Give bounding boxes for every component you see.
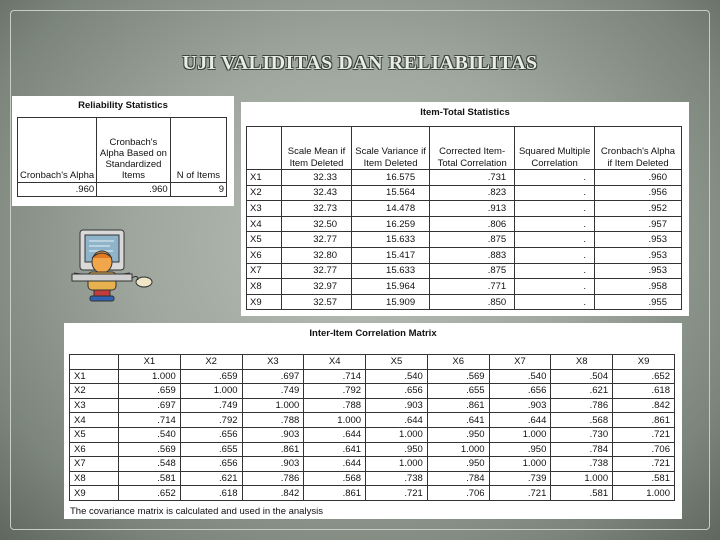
table-cell: 1.000 bbox=[551, 471, 613, 486]
table-cell: .771 bbox=[430, 279, 515, 295]
table-cell: .861 bbox=[242, 442, 304, 457]
table-cell: .842 bbox=[242, 486, 304, 501]
row-label: X2 bbox=[247, 185, 282, 201]
reliability-statistics-table bbox=[17, 117, 227, 197]
table-cell: 1.000 bbox=[613, 486, 675, 501]
table-cell: .644 bbox=[304, 457, 366, 472]
table-cell: 1.000 bbox=[366, 457, 428, 472]
table-cell: .714 bbox=[304, 369, 366, 384]
table-cell: .903 bbox=[242, 427, 304, 442]
table-cell: .739 bbox=[489, 471, 551, 486]
table-cell: .792 bbox=[180, 413, 242, 428]
table-cell: . bbox=[515, 201, 595, 217]
table-cell: .960 bbox=[97, 183, 171, 197]
row-label: X3 bbox=[70, 398, 119, 413]
table-cell: .581 bbox=[551, 486, 613, 501]
item-total-statistics-table bbox=[246, 126, 682, 310]
table-row bbox=[247, 216, 682, 232]
table-cell: .659 bbox=[119, 384, 181, 399]
table-cell: .957 bbox=[595, 216, 682, 232]
table-cell: .568 bbox=[304, 471, 366, 486]
table-cell: .953 bbox=[595, 263, 682, 279]
table-cell: .913 bbox=[430, 201, 515, 217]
column-header: Scale Variance if Item Deleted bbox=[352, 127, 430, 170]
row-label: X4 bbox=[70, 413, 119, 428]
row-label: X8 bbox=[70, 471, 119, 486]
table-row bbox=[247, 294, 682, 310]
computer-user-icon bbox=[68, 228, 160, 306]
row-label: X5 bbox=[70, 427, 119, 442]
table-cell: . bbox=[515, 216, 595, 232]
table-cell: .540 bbox=[366, 369, 428, 384]
table-cell: .861 bbox=[427, 398, 489, 413]
table-cell: .738 bbox=[366, 471, 428, 486]
table-cell: .850 bbox=[430, 294, 515, 310]
column-header: X6 bbox=[427, 355, 489, 370]
table-cell: .875 bbox=[430, 232, 515, 248]
table-cell: 1.000 bbox=[242, 398, 304, 413]
table-row bbox=[247, 247, 682, 263]
table-row bbox=[247, 263, 682, 279]
column-header: Cronbach's Alpha if Item Deleted bbox=[595, 127, 682, 170]
table-cell: .955 bbox=[595, 294, 682, 310]
table-cell: .652 bbox=[119, 486, 181, 501]
table-cell: .960 bbox=[18, 183, 97, 197]
row-label: X2 bbox=[70, 384, 119, 399]
table-row bbox=[247, 279, 682, 295]
table-cell: .652 bbox=[613, 369, 675, 384]
table-cell: .641 bbox=[427, 413, 489, 428]
table-cell: .823 bbox=[430, 185, 515, 201]
table-cell: .548 bbox=[119, 457, 181, 472]
table-cell: .903 bbox=[489, 398, 551, 413]
correlation-footnote: The covariance matrix is calculated and used in the analysis bbox=[70, 506, 323, 517]
table-cell: .749 bbox=[180, 398, 242, 413]
table-cell: .655 bbox=[180, 442, 242, 457]
table-cell: .656 bbox=[180, 457, 242, 472]
row-label: X7 bbox=[70, 457, 119, 472]
table-row bbox=[70, 471, 675, 486]
table-cell: 1.000 bbox=[489, 457, 551, 472]
row-label: X8 bbox=[247, 279, 282, 295]
table-cell: .903 bbox=[366, 398, 428, 413]
table-cell: .956 bbox=[595, 185, 682, 201]
table-cell: .697 bbox=[119, 398, 181, 413]
table-cell: . bbox=[515, 279, 595, 295]
table-cell: 14.478 bbox=[352, 201, 430, 217]
row-label: X9 bbox=[247, 294, 282, 310]
table-cell: .960 bbox=[595, 170, 682, 186]
table-cell: 32.43 bbox=[282, 185, 352, 201]
table-cell: .953 bbox=[595, 247, 682, 263]
table-cell: .697 bbox=[242, 369, 304, 384]
column-header: Cronbach's Alpha Based on Standardized Items bbox=[97, 118, 171, 183]
row-label: X6 bbox=[70, 442, 119, 457]
row-label: X1 bbox=[70, 369, 119, 384]
table-cell: .784 bbox=[427, 471, 489, 486]
table-row bbox=[70, 398, 675, 413]
table-cell: 9 bbox=[170, 183, 226, 197]
table-row bbox=[247, 170, 682, 186]
column-header: Scale Mean if Item Deleted bbox=[282, 127, 352, 170]
table-cell: 32.33 bbox=[282, 170, 352, 186]
table-cell: 1.000 bbox=[180, 384, 242, 399]
column-header: X5 bbox=[366, 355, 428, 370]
table-cell: .656 bbox=[489, 384, 551, 399]
table-row bbox=[70, 486, 675, 501]
column-header: X4 bbox=[304, 355, 366, 370]
table-cell: .786 bbox=[242, 471, 304, 486]
table-cell: .656 bbox=[366, 384, 428, 399]
table-cell: .792 bbox=[304, 384, 366, 399]
table-cell: .903 bbox=[242, 457, 304, 472]
column-header: Squared Multiple Correlation bbox=[515, 127, 595, 170]
table-row bbox=[70, 384, 675, 399]
table-cell: 1.000 bbox=[304, 413, 366, 428]
table-row bbox=[70, 427, 675, 442]
table-cell: .738 bbox=[551, 457, 613, 472]
table-cell: 32.77 bbox=[282, 263, 352, 279]
table-row bbox=[247, 185, 682, 201]
table-cell: 32.77 bbox=[282, 232, 352, 248]
table-cell: 15.564 bbox=[352, 185, 430, 201]
table-cell: .656 bbox=[180, 427, 242, 442]
table-row bbox=[247, 232, 682, 248]
table-cell: .952 bbox=[595, 201, 682, 217]
table-cell: .714 bbox=[119, 413, 181, 428]
table-cell: .621 bbox=[551, 384, 613, 399]
table-row bbox=[70, 369, 675, 384]
table-cell: . bbox=[515, 185, 595, 201]
table-cell: .540 bbox=[119, 427, 181, 442]
table-cell: 1.000 bbox=[427, 442, 489, 457]
table-cell: 32.97 bbox=[282, 279, 352, 295]
table-cell: . bbox=[515, 294, 595, 310]
table-header-row bbox=[18, 118, 227, 183]
inter-item-correlation-title: Inter-Item Correlation Matrix bbox=[309, 328, 437, 339]
table-header-row bbox=[247, 127, 682, 170]
row-label: X3 bbox=[247, 201, 282, 217]
row-header-corner bbox=[247, 127, 282, 170]
column-header: X3 bbox=[242, 355, 304, 370]
column-header: Corrected Item-Total Correlation bbox=[430, 127, 515, 170]
table-cell: .618 bbox=[180, 486, 242, 501]
table-cell: .569 bbox=[427, 369, 489, 384]
row-label: X9 bbox=[70, 486, 119, 501]
table-cell: 32.50 bbox=[282, 216, 352, 232]
column-header: X2 bbox=[180, 355, 242, 370]
table-cell: .581 bbox=[119, 471, 181, 486]
item-total-statistics-panel bbox=[241, 102, 689, 316]
column-header: X1 bbox=[119, 355, 181, 370]
table-cell: 15.909 bbox=[352, 294, 430, 310]
row-label: X5 bbox=[247, 232, 282, 248]
table-cell: . bbox=[515, 170, 595, 186]
column-header: Cronbach's Alpha bbox=[18, 118, 97, 183]
table-cell: .568 bbox=[551, 413, 613, 428]
table-cell: .581 bbox=[613, 471, 675, 486]
table-cell: .504 bbox=[551, 369, 613, 384]
table-cell: 1.000 bbox=[366, 427, 428, 442]
reliability-statistics-title: Reliability Statistics bbox=[78, 100, 168, 111]
table-cell: .655 bbox=[427, 384, 489, 399]
table-cell: .953 bbox=[595, 232, 682, 248]
table-cell: .806 bbox=[430, 216, 515, 232]
table-header-row bbox=[70, 355, 675, 370]
table-cell: 15.964 bbox=[352, 279, 430, 295]
table-cell: .950 bbox=[489, 442, 551, 457]
table-cell: .861 bbox=[613, 413, 675, 428]
table-row bbox=[247, 201, 682, 217]
slide-title: UJI VALIDITAS DAN RELIABILITAS bbox=[182, 52, 538, 74]
inter-item-correlation-panel bbox=[64, 323, 682, 519]
table-cell: .950 bbox=[427, 427, 489, 442]
table-cell: 15.633 bbox=[352, 263, 430, 279]
inter-item-correlation-table bbox=[69, 354, 675, 501]
table-row bbox=[70, 442, 675, 457]
table-cell: .721 bbox=[613, 427, 675, 442]
table-cell: .950 bbox=[427, 457, 489, 472]
table-cell: . bbox=[515, 263, 595, 279]
table-cell: .784 bbox=[551, 442, 613, 457]
table-cell: .749 bbox=[242, 384, 304, 399]
table-cell: 32.80 bbox=[282, 247, 352, 263]
row-header-corner bbox=[70, 355, 119, 370]
table-cell: .569 bbox=[119, 442, 181, 457]
table-cell: 32.73 bbox=[282, 201, 352, 217]
table-cell: .883 bbox=[430, 247, 515, 263]
table-cell: .721 bbox=[366, 486, 428, 501]
table-cell: .706 bbox=[613, 442, 675, 457]
reliability-statistics-panel bbox=[12, 96, 234, 206]
table-cell: .950 bbox=[366, 442, 428, 457]
table-cell: .644 bbox=[489, 413, 551, 428]
table-cell: .861 bbox=[304, 486, 366, 501]
table-cell: .786 bbox=[551, 398, 613, 413]
table-cell: . bbox=[515, 232, 595, 248]
table-cell: .731 bbox=[430, 170, 515, 186]
table-cell: .659 bbox=[180, 369, 242, 384]
column-header: X9 bbox=[613, 355, 675, 370]
table-cell: .875 bbox=[430, 263, 515, 279]
table-cell: . bbox=[515, 247, 595, 263]
table-cell: .644 bbox=[366, 413, 428, 428]
table-cell: .842 bbox=[613, 398, 675, 413]
column-header: X8 bbox=[551, 355, 613, 370]
table-cell: .621 bbox=[180, 471, 242, 486]
table-cell: .788 bbox=[304, 398, 366, 413]
table-cell: .644 bbox=[304, 427, 366, 442]
row-label: X1 bbox=[247, 170, 282, 186]
table-cell: 1.000 bbox=[119, 369, 181, 384]
table-cell: 16.259 bbox=[352, 216, 430, 232]
row-label: X4 bbox=[247, 216, 282, 232]
table-cell: .641 bbox=[304, 442, 366, 457]
item-total-statistics-title: Item-Total Statistics bbox=[420, 107, 510, 118]
table-row bbox=[70, 413, 675, 428]
table-row bbox=[18, 183, 227, 197]
table-cell: .730 bbox=[551, 427, 613, 442]
table-cell: 15.417 bbox=[352, 247, 430, 263]
row-label: X6 bbox=[247, 247, 282, 263]
table-cell: .721 bbox=[613, 457, 675, 472]
table-row bbox=[70, 457, 675, 472]
table-cell: 32.57 bbox=[282, 294, 352, 310]
table-cell: 16.575 bbox=[352, 170, 430, 186]
table-cell: 1.000 bbox=[489, 427, 551, 442]
row-label: X7 bbox=[247, 263, 282, 279]
table-cell: .540 bbox=[489, 369, 551, 384]
column-header: N of Items bbox=[170, 118, 226, 183]
table-cell: .958 bbox=[595, 279, 682, 295]
table-cell: 15.633 bbox=[352, 232, 430, 248]
table-cell: .788 bbox=[242, 413, 304, 428]
table-cell: .721 bbox=[489, 486, 551, 501]
table-cell: .706 bbox=[427, 486, 489, 501]
table-cell: .618 bbox=[613, 384, 675, 399]
column-header: X7 bbox=[489, 355, 551, 370]
